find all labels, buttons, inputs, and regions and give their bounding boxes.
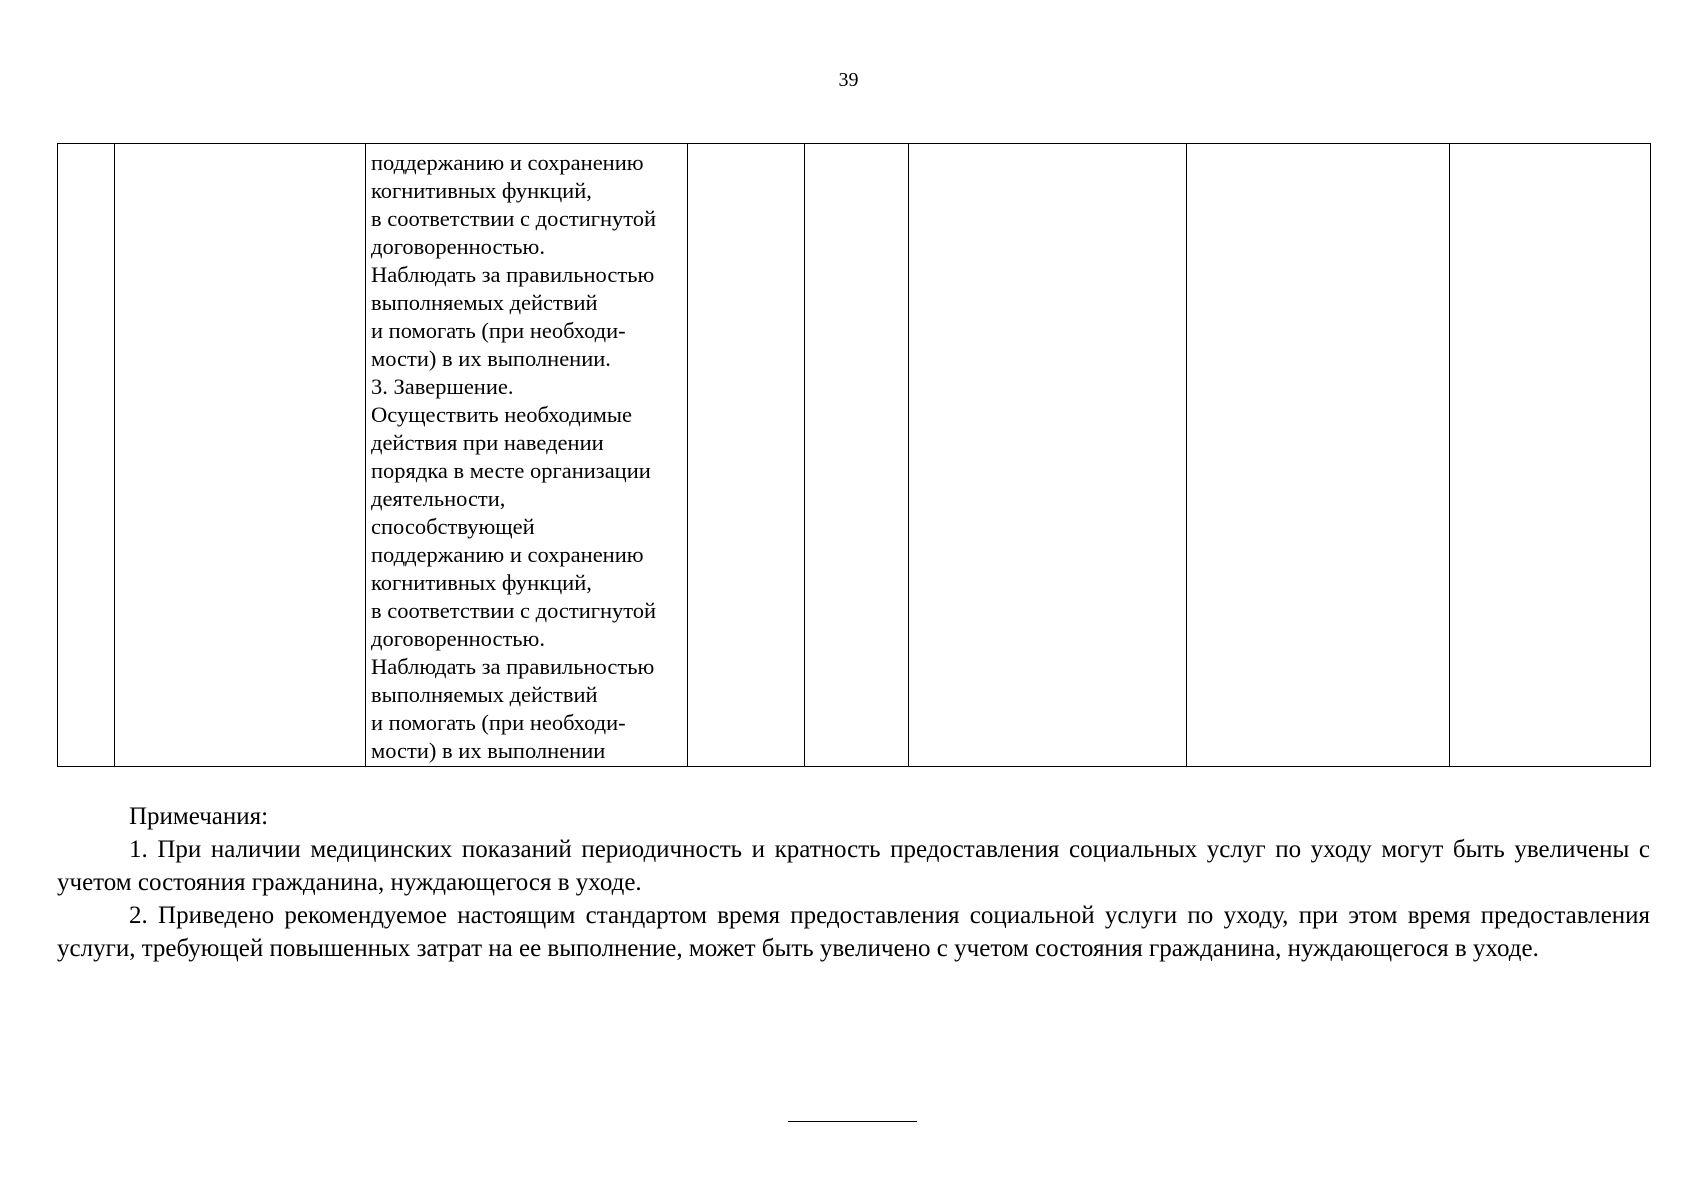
table-cell-quality	[1450, 144, 1651, 767]
note-item-2: 2. Приведено рекомендуемое настоящим стандартом время предоставления социальной услуги по уходу, при этом время предоставления услуги, требующей повышенных затрат на ее выполнение, может быть увеличено с учетом состояния гражданина, нуждающегося в уходе.	[57, 902, 1650, 962]
service-standard-table	[57, 143, 1651, 767]
description-line: мости) в их выполнении	[371, 738, 606, 763]
description-line: мости) в их выполнении.	[371, 346, 611, 371]
table-row	[58, 144, 1651, 767]
table-cell-periodicity	[688, 144, 805, 767]
end-of-document-rule	[788, 1121, 917, 1122]
description-line: в соответствии с достигнутой	[371, 598, 657, 623]
description-line: выполняемых действий	[371, 682, 598, 707]
description-line: действия при наведении	[371, 430, 604, 455]
description-line: поддержанию и сохранению	[371, 542, 644, 567]
description-line: 3. Завершение.	[371, 374, 514, 399]
description-text	[366, 144, 687, 765]
description-line: Наблюдать за правильностью	[371, 262, 655, 287]
notes-section	[57, 800, 1650, 965]
description-line: выполняемых действий	[371, 290, 598, 315]
description-line: когнитивных функций,	[371, 570, 592, 595]
table-cell-multiplicity	[805, 144, 909, 767]
description-line: в соответствии с достигнутой	[371, 206, 657, 231]
description-line: деятельности,	[371, 486, 506, 511]
description-line: договоренностью.	[371, 626, 545, 651]
table-cell-service-name	[115, 144, 366, 767]
description-line: когнитивных функций,	[371, 178, 592, 203]
description-line: порядка в месте организации	[371, 458, 651, 483]
description-line: договоренностью.	[371, 234, 545, 259]
table-cell-description	[366, 144, 688, 767]
description-line: способствующей	[371, 514, 535, 539]
table-cell-number	[58, 144, 115, 767]
page-number: 39	[838, 69, 859, 91]
description-line: и помогать (при необходи-	[371, 710, 626, 735]
description-line: поддержанию и сохранению	[371, 150, 644, 175]
description-line: Наблюдать за правильностью	[371, 654, 655, 679]
notes-heading: Примечания:	[129, 803, 269, 830]
table-cell-duration	[909, 144, 1187, 767]
description-line: и помогать (при необходи-	[371, 318, 626, 343]
note-item-1: 1. При наличии медицинских показаний периодичность и кратность предоставления социальных услуг по уходу могут быть увеличены с учетом состояния гражданина, нуждающегося в уходе.	[57, 836, 1650, 896]
table-cell-conditions	[1187, 144, 1450, 767]
description-line: Осуществить необходимые	[371, 402, 632, 427]
